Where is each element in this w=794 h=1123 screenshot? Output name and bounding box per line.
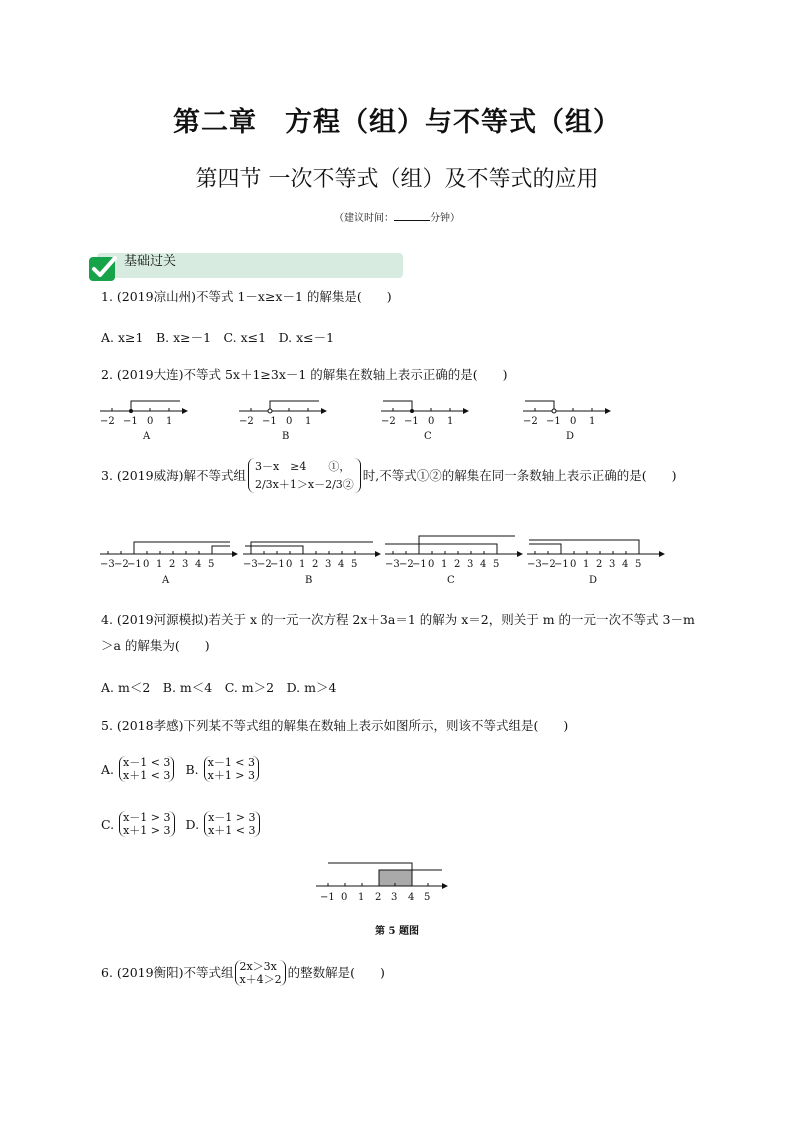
tick-label: −1 (127, 559, 142, 570)
q3-label-a: A (162, 575, 170, 586)
tick-label: 3 (467, 559, 474, 570)
time-hint-prefix: （建议时间： (334, 213, 394, 224)
q3-stem (101, 458, 677, 493)
q5-opt-b-row1: x－1 < 3 (207, 756, 256, 769)
time-hint (0, 209, 794, 224)
tick-label: 1 (358, 892, 365, 903)
q3-line-a (100, 542, 238, 586)
tick-label: −1 (123, 416, 138, 427)
q5-opt-a-label: A. (101, 761, 115, 777)
tick-label: −2 (399, 559, 414, 570)
tick-label: 0 (341, 892, 348, 903)
tick-label: −2 (100, 416, 115, 427)
q3-label-b: B (305, 575, 313, 586)
tick-label: 5 (493, 559, 500, 570)
tick-label: 4 (480, 559, 487, 570)
tick-label: 4 (338, 559, 345, 570)
banner-label: 基础过关 (124, 254, 177, 269)
tick-label: 3 (182, 559, 189, 570)
tick-label: −1 (554, 559, 569, 570)
q5-opt-d-row1: x－1 > 3 (208, 811, 256, 824)
q3-row2: 2/3x＋1＞x－2/3② (254, 478, 354, 491)
section-title: 第四节 一次不等式（组）及不等式的应用 (195, 167, 599, 192)
q5-opt-b-row2: x＋1 > 3 (207, 769, 256, 782)
tick-label: 1 (156, 559, 163, 570)
tick-label: 2 (169, 559, 176, 570)
q3-label-c: C (447, 575, 455, 586)
q4-stem-line1: 4. (2019河源模拟)若关于 x 的一元一次方程 2x＋3a＝1 的解为 x＝2，则关于 m 的一元一次不等式 3－m (101, 612, 695, 627)
tick-label: 1 (589, 416, 596, 427)
tick-label: 4 (408, 892, 415, 903)
q3-stem-before: 3. (2019威海)解不等式组 (101, 467, 246, 483)
tick-label: −3 (527, 559, 542, 570)
tick-label: 1 (299, 559, 306, 570)
q6-stem-before: 6. (2019衡阳)不等式组 (101, 965, 234, 980)
tick-label: 0 (147, 416, 154, 427)
q1-options: A. x≥1 B. x≥－1 C. x≤1 D. x≤－1 (101, 330, 335, 345)
q3-system (248, 458, 361, 493)
q1-stem: 1. (2019凉山州)不等式 1－x≥x－1 的解集是( ) (101, 289, 392, 304)
q5-opt-a (119, 756, 174, 782)
tick-label: 4 (622, 559, 629, 570)
q5-opt-a-row1: x－1 < 3 (123, 756, 171, 769)
tick-label: 5 (208, 559, 215, 570)
tick-label: 0 (143, 559, 150, 570)
tick-label: 1 (441, 559, 448, 570)
q5-opt-c-label: C. (101, 816, 115, 832)
q3-stem-after: 时,不等式①②的解集在同一条数轴上表示正确的是( ) (362, 467, 677, 483)
q3-label-d: D (589, 575, 598, 586)
tick-label: 1 (583, 559, 590, 570)
q5-opt-c-row2: x＋1 > 3 (123, 824, 171, 837)
tick-label: −2 (523, 416, 538, 427)
tick-label: 3 (609, 559, 616, 570)
tick-label: 5 (351, 559, 358, 570)
time-blank[interactable] (394, 211, 430, 221)
tick-label: 0 (570, 416, 577, 427)
q2-line-d (523, 401, 611, 442)
tick-label: −3 (100, 559, 115, 570)
q5-caption: 第 5 题图 (375, 926, 419, 937)
q2-stem: 2. (2019大连)不等式 5x＋1≥3x－1 的解集在数轴上表示正确的是( ) (101, 367, 508, 382)
q2-line-c (381, 401, 469, 442)
q6-row1: 2x＞3x (239, 960, 277, 973)
tick-label: 5 (424, 892, 431, 903)
tick-label: 1 (305, 416, 312, 427)
tick-label: 0 (428, 559, 435, 570)
tick-label: −2 (114, 559, 129, 570)
q6-stem (101, 960, 385, 986)
q2-line-a (100, 401, 188, 442)
q5-opt-c (119, 811, 174, 837)
tick-label: 3 (391, 892, 398, 903)
q5-options-ab (101, 756, 259, 782)
check-icon (88, 254, 120, 282)
q5-opt-a-row2: x＋1 < 3 (123, 769, 171, 782)
tick-label: 0 (286, 416, 293, 427)
q2-number-lines (94, 398, 694, 446)
q2-label-b: B (282, 431, 290, 442)
tick-label: −2 (541, 559, 556, 570)
tick-label: 3 (325, 559, 332, 570)
chapter-title: 第二章 方程（组）与不等式（组） (173, 107, 621, 138)
tick-label: 0 (428, 416, 435, 427)
q2-label-a: A (143, 431, 151, 442)
tick-label: 2 (312, 559, 319, 570)
tick-label: −3 (385, 559, 400, 570)
tick-label: −1 (404, 416, 419, 427)
tick-label: −1 (262, 416, 277, 427)
tick-label: −2 (239, 416, 254, 427)
q5-options-cd (101, 811, 260, 837)
q5-opt-c-row1: x－1 > 3 (123, 811, 171, 824)
q5-opt-d-row2: x＋1 < 3 (208, 824, 256, 837)
q3-number-lines (96, 534, 696, 588)
tick-label: −1 (270, 559, 285, 570)
q3-line-c (385, 536, 523, 586)
q3-line-b (243, 542, 381, 586)
q6-row2: x＋4＞2 (239, 973, 282, 986)
tick-label: 0 (286, 559, 293, 570)
q4-stem-line2: ＞a 的解集为( ) (101, 638, 210, 653)
q5-figure (314, 858, 454, 904)
q3-line-d (527, 540, 665, 586)
q5-opt-b (204, 756, 259, 782)
q2-label-d: D (566, 431, 575, 442)
tick-label: 2 (375, 892, 382, 903)
tick-label: −2 (257, 559, 272, 570)
tick-label: −3 (243, 559, 258, 570)
tick-label: −1 (412, 559, 427, 570)
tick-label: 2 (454, 559, 461, 570)
q2-label-c: C (424, 431, 432, 442)
q4-options: A. m＜2 B. m＜4 C. m＞2 D. m＞4 (101, 680, 337, 695)
tick-label: −1 (320, 892, 335, 903)
tick-label: 0 (570, 559, 577, 570)
tick-label: 4 (195, 559, 202, 570)
q5-opt-d (204, 811, 259, 837)
q3-row1: 3－x ≥4 ①， (254, 460, 351, 473)
tick-label: 1 (166, 416, 173, 427)
tick-label: 2 (596, 559, 603, 570)
tick-label: −2 (381, 416, 396, 427)
q2-line-b (239, 401, 327, 442)
tick-label: 1 (447, 416, 454, 427)
time-hint-suffix: 分钟） (430, 213, 460, 224)
q6-system (235, 960, 285, 986)
q5-opt-d-label: D. (185, 816, 200, 832)
q5-stem: 5. (2018孝感)下列某不等式组的解集在数轴上表示如图所示，则该不等式组是( ) (101, 718, 569, 733)
tick-label: 5 (635, 559, 642, 570)
q6-stem-after: 的整数解是( ) (287, 965, 385, 980)
q5-opt-b-label: B. (185, 761, 199, 777)
tick-label: −1 (546, 416, 561, 427)
